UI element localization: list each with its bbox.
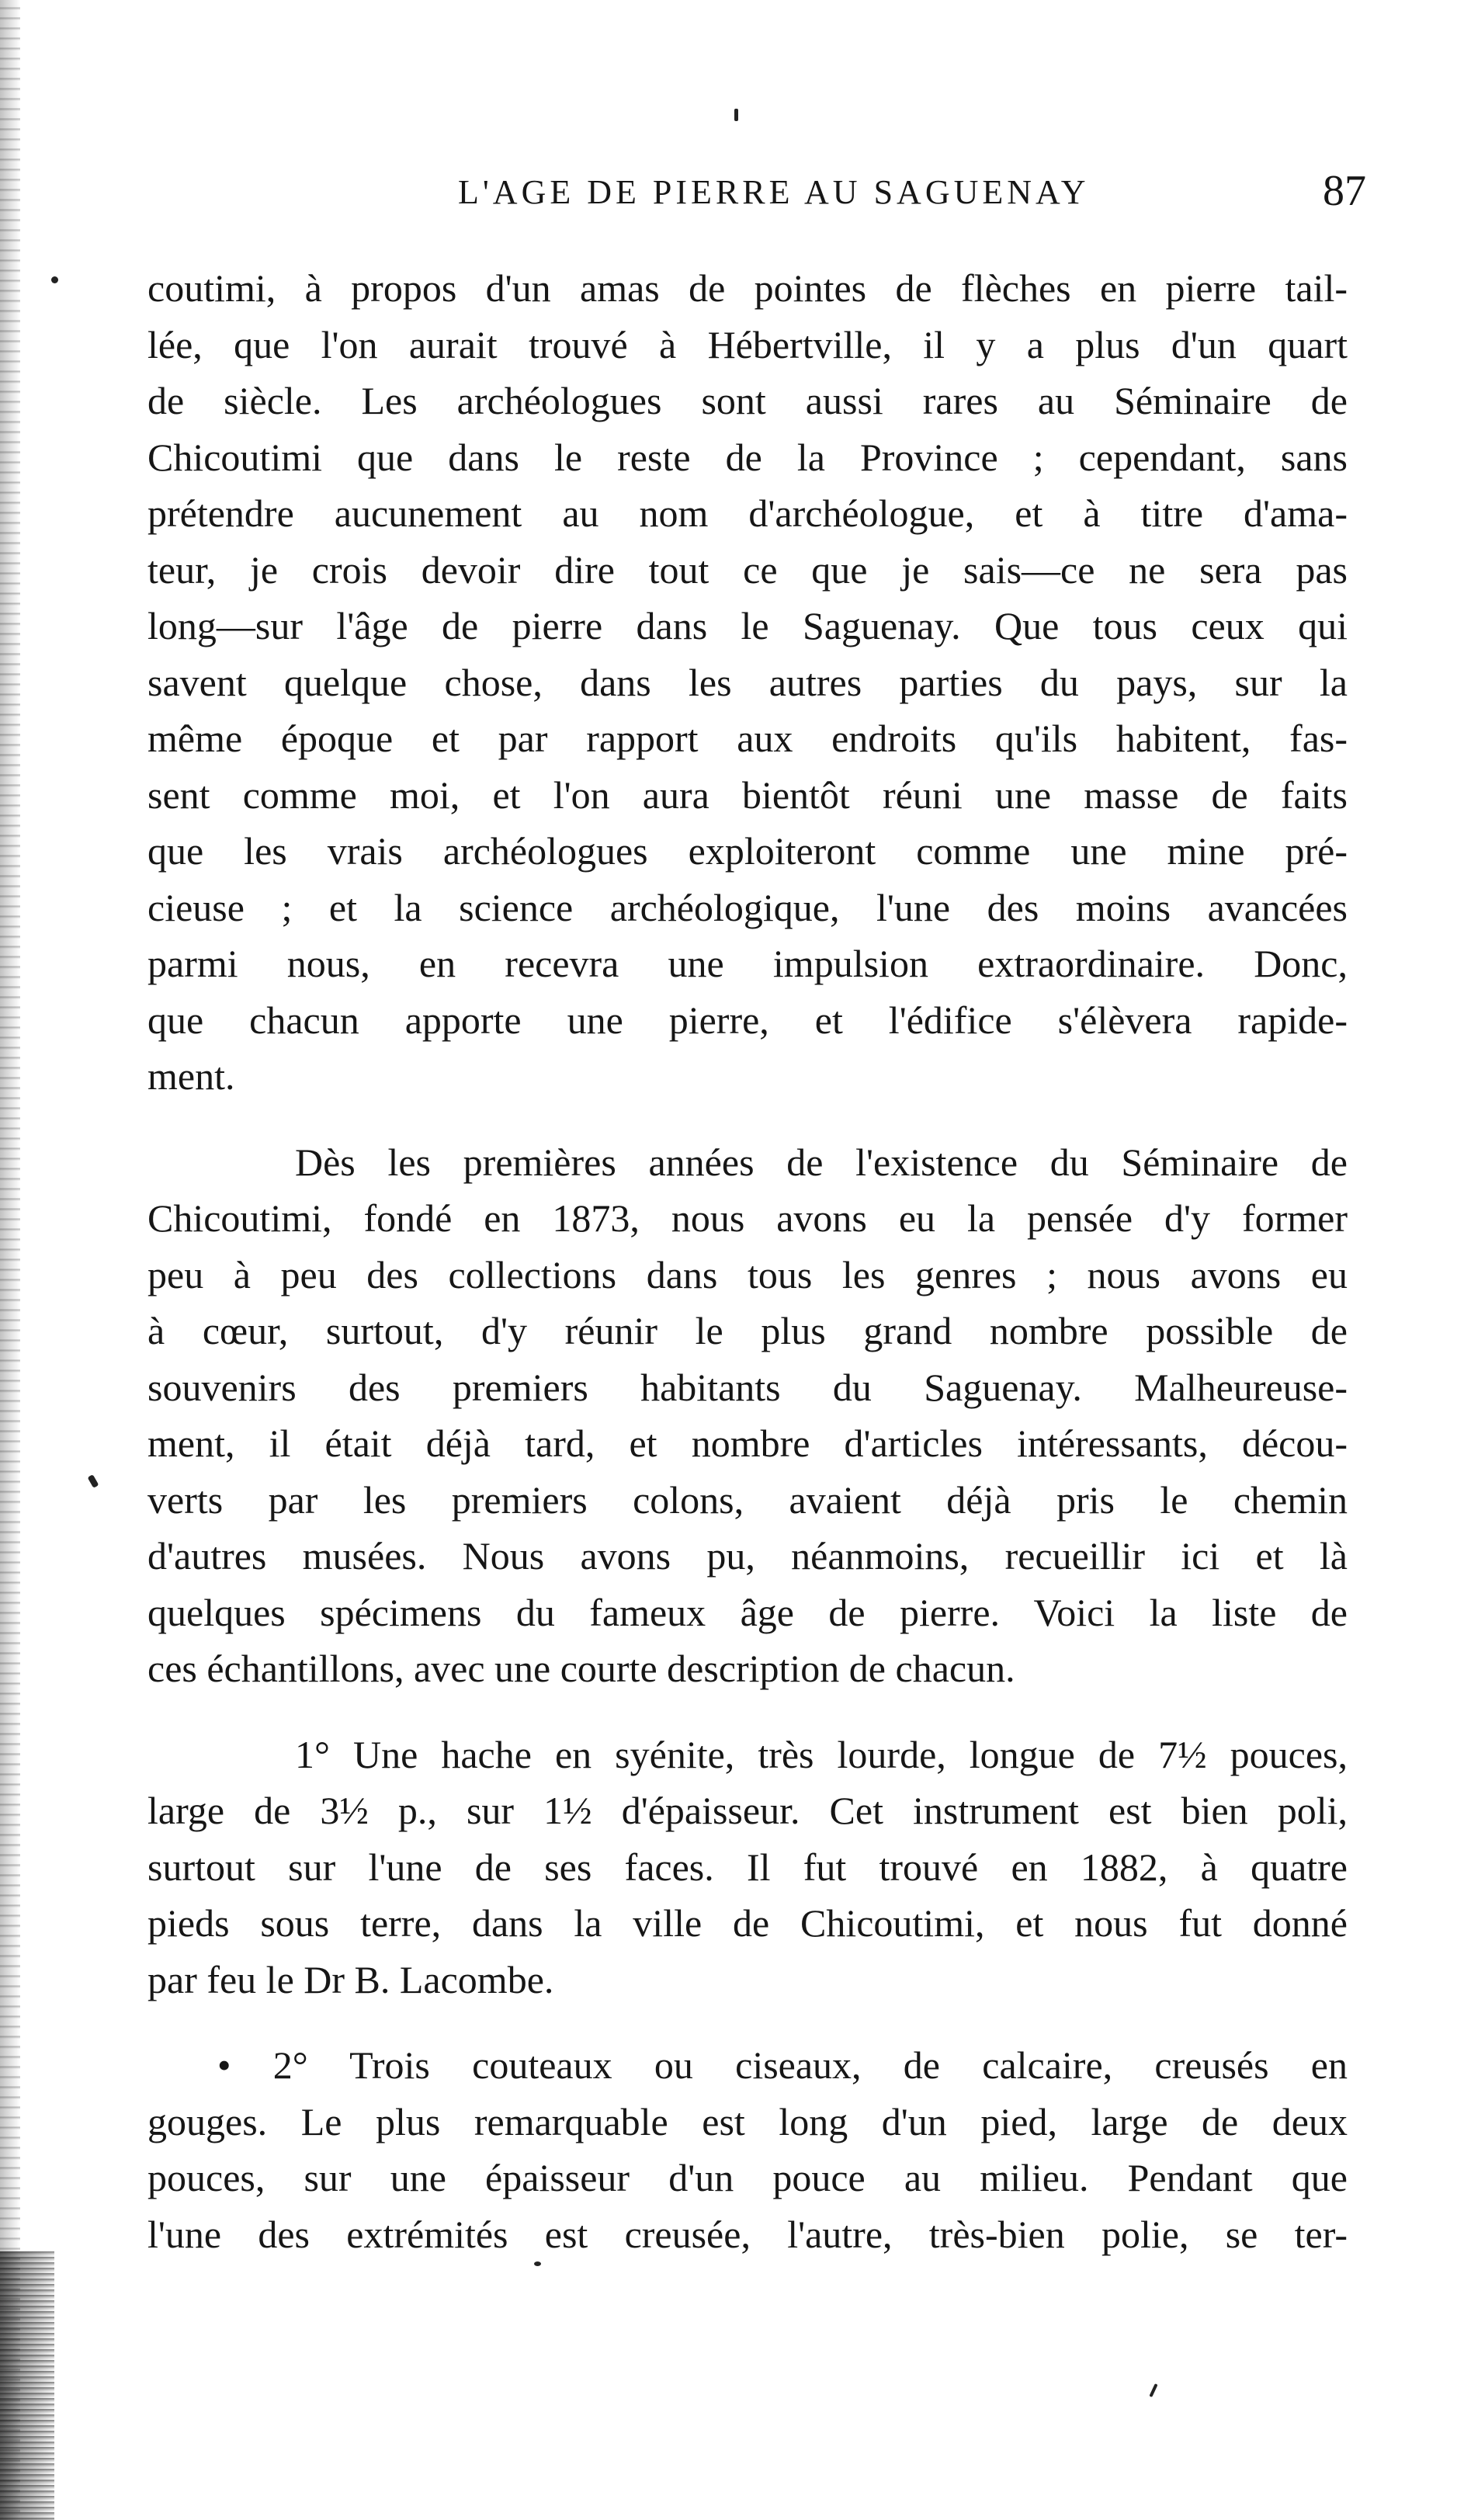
- page-number: 87: [1323, 167, 1366, 215]
- paragraph-gap: [147, 1697, 1348, 1727]
- text-line: long—sur l'âge de pierre dans le Saguenay. Que tous ceux qui: [147, 604, 1348, 647]
- text-line: verts par les premiers colons, avaient déjà pris le chemin: [147, 1477, 1348, 1522]
- text-line: surtout sur l'une de ses faces. Il fut trouvé en 1882, à quatre: [147, 1845, 1348, 1889]
- text-line: lée, que l'on aurait trouvé à Hébertville, il y a plus d'un quart: [147, 322, 1348, 366]
- speck-mark: [51, 276, 58, 283]
- text-line: que chacun apporte une pierre, et l'édifice s'élèvera rapide-: [147, 998, 1348, 1042]
- text-line: ment, il était déjà tard, et nombre d'articles intéressants, décou-: [147, 1421, 1348, 1465]
- text-line: • 2° Trois couteaux ou ciseaux, de calcaire, creusés en: [217, 2043, 1348, 2087]
- text-line: parmi nous, en recevra une impulsion extraordinaire. Donc,: [147, 942, 1348, 985]
- text-line: large de 3½ p., sur 1½ d'épaisseur. Cet instrument est bien poli,: [147, 1789, 1348, 1832]
- text-line: sent comme moi, et l'on aura bientôt réuni une masse de faits: [147, 772, 1348, 817]
- text-line: d'autres musées. Nous avons pu, néanmoins, recueillir ici et là: [147, 1534, 1348, 1578]
- text-line: l'une des extrémités est creusée, l'autre, très-bien polie, se ter-: [147, 2212, 1348, 2256]
- text-line: gouges. Le plus remarquable est long d'un pied, large de deux: [147, 2099, 1348, 2143]
- text-line: à cœur, surtout, d'y réunir le plus grand nombre possible de: [147, 1309, 1348, 1352]
- text-line: ces échantillons, avec une courte description de chacun.: [147, 1647, 1015, 1690]
- text-line: ment.: [147, 1054, 235, 1098]
- text-line: Chicoutimi, fondé en 1873, nous avons eu la pensée d'y former: [147, 1196, 1348, 1240]
- scan-edge-bottom-left: [0, 2251, 54, 2520]
- page-header: [155, 167, 1366, 219]
- text-line: coutimi, à propos d'un amas de pointes de flèches en pierre tail-: [147, 266, 1348, 310]
- speck-mark: [1149, 2383, 1157, 2397]
- text-line: que les vrais archéologues exploiteront comme une mine pré-: [147, 829, 1348, 873]
- paragraph: [147, 1727, 1348, 2008]
- text-line: pieds sous terre, dans la ville de Chicoutimi, et nous fut donné: [147, 1901, 1348, 1945]
- text-line: teur, je crois devoir dire tout ce que je sais—ce ne sera pas: [147, 547, 1348, 592]
- scan-edge-left: [0, 0, 20, 2520]
- text-line: Chicoutimi que dans le reste de la Province ; cependant, sans: [147, 435, 1348, 479]
- text-line: peu à peu des collections dans tous les genres ; nous avons eu: [147, 1252, 1348, 1296]
- text-line: quelques spécimens du fameux âge de pierre. Voici la liste de: [147, 1590, 1348, 1634]
- paragraph: [147, 2037, 1348, 2262]
- speck-mark: [88, 1474, 99, 1488]
- paragraph-gap: [147, 2008, 1348, 2037]
- text-line: Dès les premières années de l'existence du Séminaire de: [295, 1140, 1348, 1184]
- body-text: [147, 260, 1348, 2262]
- paragraph: [147, 1134, 1348, 1697]
- text-line: même époque et par rapport aux endroits qu'ils habitent, fas-: [147, 717, 1348, 760]
- text-line: cieuse ; et la science archéologique, l'une des moins avancées: [147, 885, 1348, 929]
- paragraph-gap: [147, 1105, 1348, 1134]
- text-line: par feu le Dr B. Lacombe.: [147, 1957, 554, 2001]
- running-title: L'AGE DE PIERRE AU SAGUENAY: [458, 173, 1090, 211]
- text-line: souvenirs des premiers habitants du Saguenay. Malheureuse-: [147, 1365, 1348, 1409]
- text-line: prétendre aucunement au nom d'archéologue, et à titre d'ama-: [147, 491, 1348, 535]
- speck-mark: [734, 109, 738, 121]
- text-line: de siècle. Les archéologues sont aussi rares au Séminaire de: [147, 379, 1348, 422]
- text-line: pouces, sur une épaisseur d'un pouce au milieu. Pendant que: [147, 2156, 1348, 2199]
- text-line: 1° Une hache en syénite, très lourde, longue de 7½ pouces,: [295, 1732, 1348, 1776]
- text-line: savent quelque chose, dans les autres parties du pays, sur la: [147, 660, 1348, 704]
- paragraph: [147, 260, 1348, 1105]
